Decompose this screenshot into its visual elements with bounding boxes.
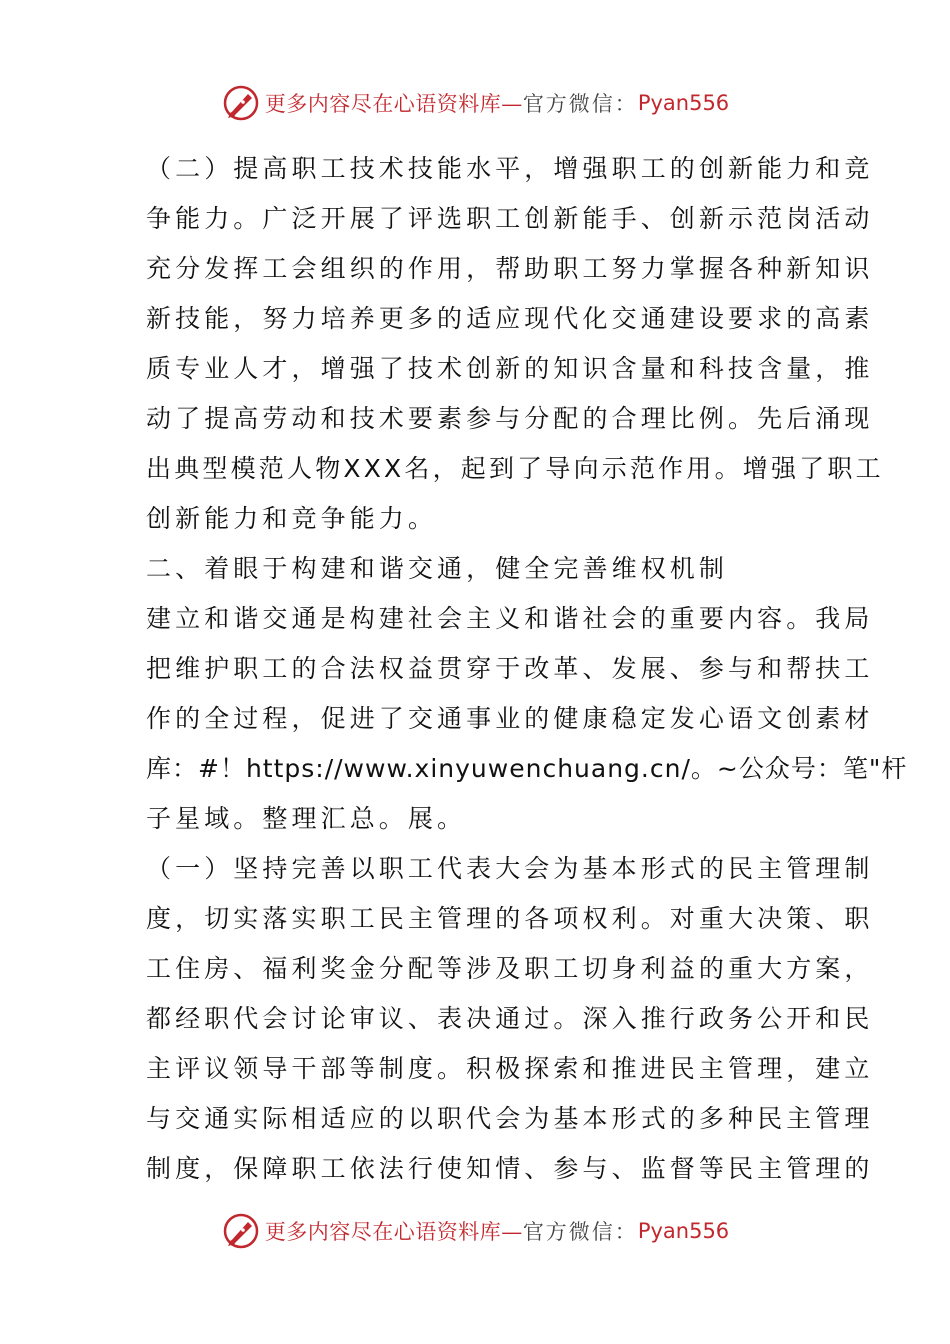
banner-official-label: 官方微信： xyxy=(522,1220,638,1244)
body-line: 充分发挥工会组织的作用，帮助职工努力掌握各种新知识 xyxy=(146,254,874,283)
body-line: （二）提高职工技术技能水平，增强职工的创新能力和竞 xyxy=(146,154,874,183)
body-line: 出典型模范人物XXX名，起到了导向示范作用。增强了职工 xyxy=(146,454,884,483)
body-line: 动了提高劳动和技术要素参与分配的合理比例。先后涌现 xyxy=(146,404,874,433)
footer-banner xyxy=(0,1208,950,1254)
body-line: 子星域。整理汇总。展。 xyxy=(146,804,467,833)
body-line: 主评议领导干部等制度。积极探索和推进民主管理，建立 xyxy=(146,1054,874,1083)
body-line: 库：#！https://www.xinyuwenchuang.cn/。~公众号：笔"杆 xyxy=(146,754,908,783)
body-line: 作的全过程，促进了交通事业的健康稳定发心语文创素材 xyxy=(146,704,874,733)
body-line: 建立和谐交通是构建社会主义和谐社会的重要内容。我局 xyxy=(146,604,874,633)
banner-main-text: 更多内容尽在心语资料库— xyxy=(264,92,523,116)
body-line: 创新能力和竞争能力。 xyxy=(146,504,438,533)
body-line: 把维护职工的合法权益贯穿于改革、发展、参与和帮扶工 xyxy=(146,654,874,683)
body-line: 与交通实际相适应的以职代会为基本形式的多种民主管理 xyxy=(146,1104,874,1133)
body-line: 新技能，努力培养更多的适应现代化交通建设要求的高素 xyxy=(146,304,874,333)
body-line: 制度，保障职工依法行使知情、参与、监督等民主管理的 xyxy=(146,1154,874,1183)
section-heading: 二、着眼于构建和谐交通，健全完善维权机制 xyxy=(146,554,729,583)
body-line: 争能力。广泛开展了评选职工创新能手、创新示范岗活动 xyxy=(146,204,874,233)
header-banner xyxy=(0,80,950,126)
document-body xyxy=(146,144,908,1194)
body-line: 质专业人才，增强了技术创新的知识含量和科技含量，推 xyxy=(146,354,874,383)
body-line: 都经职代会讨论审议、表决通过。深入推行政务公开和民 xyxy=(146,1004,874,1033)
pen-nib-logo-icon xyxy=(221,83,261,123)
banner-main-text: 更多内容尽在心语资料库— xyxy=(264,1220,523,1244)
body-line: 工住房、福利奖金分配等涉及职工切身利益的重大方案， xyxy=(146,954,874,983)
pen-nib-logo-icon xyxy=(221,1211,261,1251)
body-line: （一）坚持完善以职工代表大会为基本形式的民主管理制 xyxy=(146,854,874,883)
banner-official-label: 官方微信： xyxy=(522,92,638,116)
body-line: 度，切实落实职工民主管理的各项权利。对重大决策、职 xyxy=(146,904,874,933)
banner-wechat-id: Pyan556 xyxy=(637,1219,730,1243)
banner-wechat-id: Pyan556 xyxy=(637,91,730,115)
